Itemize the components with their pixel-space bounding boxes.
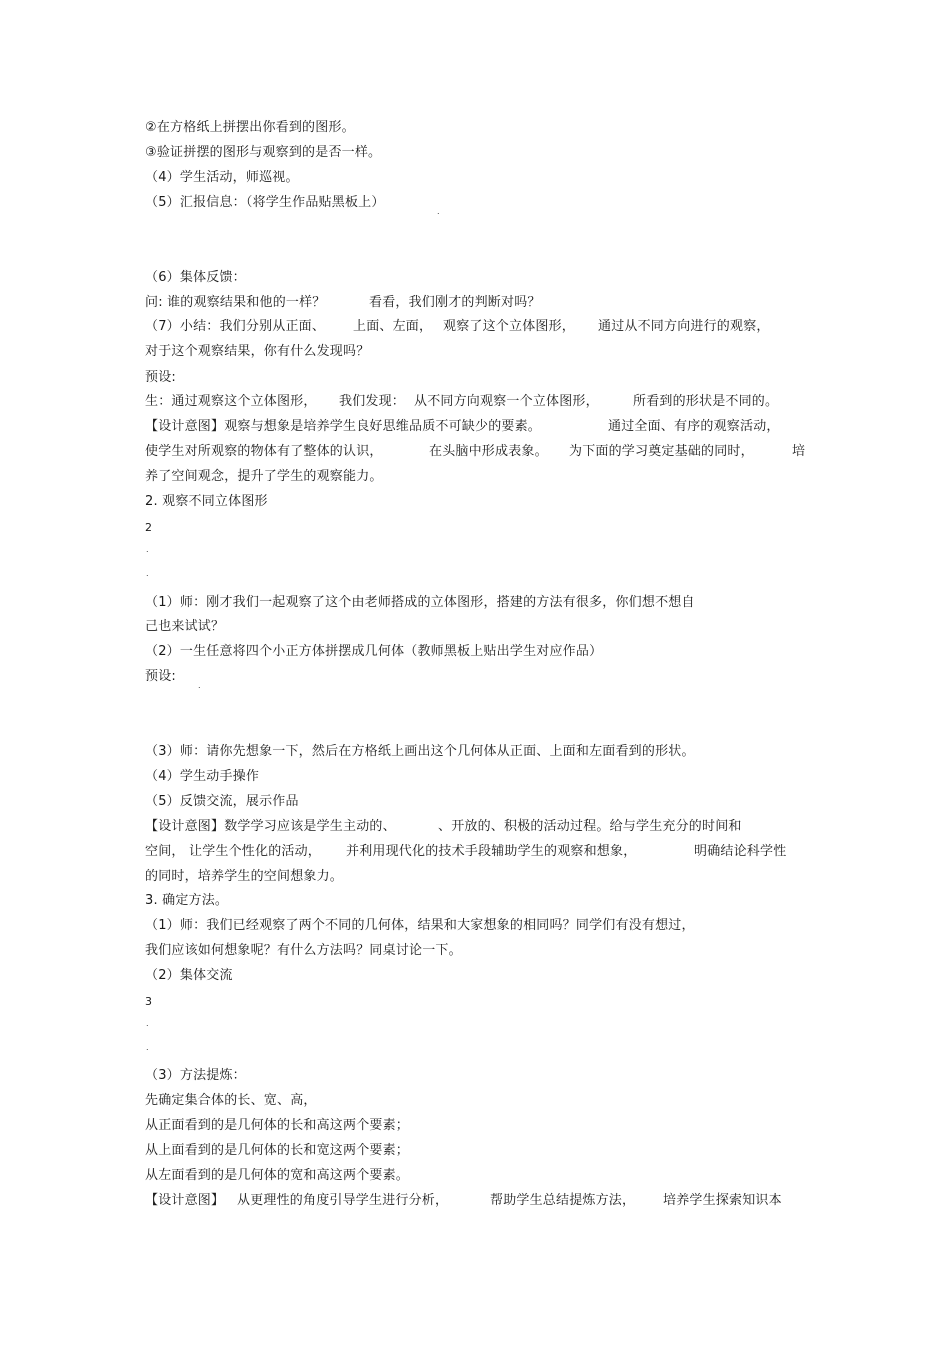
text-segment: 问: 谁的观察结果和他的一样？ xyxy=(145,295,326,310)
text-segment: 培养学生探索知识本 xyxy=(663,1193,782,1208)
section-heading: 3. 确定方法。 xyxy=(145,893,229,908)
text-segment: 通过从不同方向进行的观察， xyxy=(598,319,770,334)
text-segment: 观察了这个立体图形， xyxy=(443,319,576,334)
text-line: （6）集体反馈： xyxy=(145,270,246,285)
text-line: 预设: xyxy=(145,370,176,385)
stray-dot: . xyxy=(198,681,201,690)
text-segment: 使学生对所观察的物体有了整体的认识， xyxy=(145,444,383,459)
stray-dot: . xyxy=(146,545,149,554)
text-line: （1）师：刚才我们一起观察了这个由老师搭成的立体图形，搭建的方法有很多，你们想不想自 xyxy=(145,595,695,610)
stray-dot: . xyxy=(146,569,149,578)
text-line xyxy=(145,416,780,438)
text-segment: 我们发现： xyxy=(339,394,406,409)
text-line: （2）集体交流 xyxy=(145,968,233,983)
text-line: （3）方法提炼： xyxy=(145,1068,246,1083)
page-number: 2 xyxy=(145,521,153,534)
text-segment: 空间， xyxy=(145,844,185,859)
text-line: （5）汇报信息：（将学生作品贴黑板上） xyxy=(145,195,385,210)
text-segment: 上面、左面， xyxy=(353,319,433,334)
text-line: （5）反馈交流，展示作品 xyxy=(145,794,299,809)
text-line: 从正面看到的是几何体的长和高这两个要素； xyxy=(145,1118,410,1133)
text-line: （3）师：请你先想象一下，然后在方格纸上画出这个几何体从正面、上面和左面看到的形状。 xyxy=(145,744,695,759)
stray-dot: . xyxy=(146,1019,149,1028)
text-line: 从左面看到的是几何体的宽和高这两个要素。 xyxy=(145,1168,410,1183)
text-line xyxy=(145,816,742,838)
text-line: （4）学生活动，师巡视。 xyxy=(145,170,299,185)
text-line xyxy=(145,292,541,314)
text-line: 我们应该如何想象呢？有什么方法吗？同桌讨论一下。 xyxy=(145,943,462,958)
text-line: ②在方格纸上拼摆出你看到的图形。 xyxy=(145,120,355,135)
stray-dot: . xyxy=(437,207,440,216)
text-line: 的同时，培养学生的空间想象力。 xyxy=(145,869,344,884)
text-segment: 【设计意图】 xyxy=(145,1193,225,1208)
text-segment: （7）小结：我们分别从正面、 xyxy=(145,319,326,334)
text-segment: 【设计意图】数学学习应该是学生主动的、 xyxy=(145,819,396,834)
text-segment: 【设计意图】观察与想象是培养学生良好思维品质不可缺少的要素。 xyxy=(145,419,542,434)
stray-dot: . xyxy=(146,1043,149,1052)
text-line: 从上面看到的是几何体的长和宽这两个要素； xyxy=(145,1143,410,1158)
text-segment: 、开放的、积极的活动过程。给与学生充分的时间和 xyxy=(438,819,742,834)
text-line: ③验证拼摆的图形与观察到的是否一样。 xyxy=(145,145,382,160)
text-segment: 通过全面、有序的观察活动， xyxy=(608,419,780,434)
page-number: 3 xyxy=(145,995,153,1008)
text-line: 对于这个观察结果，你有什么发现吗？ xyxy=(145,344,370,359)
text-line: （1）师：我们已经观察了两个不同的几何体，结果和大家想象的相同吗？同学们有没有想过， xyxy=(145,918,695,933)
text-segment: 所看到的形状是不同的。 xyxy=(633,394,779,409)
text-segment: 培 xyxy=(792,444,806,459)
text-line: （4）学生动手操作 xyxy=(145,769,260,784)
text-line: 先确定集合体的长、宽、高， xyxy=(145,1093,317,1108)
text-segment: 从不同方向观察一个立体图形， xyxy=(414,394,599,409)
text-segment: 从更理性的角度引导学生进行分析， xyxy=(237,1193,449,1208)
text-segment: 生：通过观察这个立体图形， xyxy=(145,394,317,409)
text-segment: 帮助学生总结提炼方法， xyxy=(490,1193,636,1208)
text-segment: 看看，我们刚才的判断对吗？ xyxy=(369,295,541,310)
text-line xyxy=(145,1190,782,1212)
text-line xyxy=(145,316,770,338)
text-line xyxy=(145,441,806,463)
text-segment: 明确结论科学性 xyxy=(694,844,787,859)
section-heading: 2. 观察不同立体图形 xyxy=(145,494,268,509)
text-segment: 在头脑中形成表象。 xyxy=(429,444,548,459)
text-line: （2）一生任意将四个小正方体拼摆成几何体（教师黑板上贴出学生对应作品） xyxy=(145,644,603,659)
text-line: 养了空间观念，提升了学生的观察能力。 xyxy=(145,469,383,484)
text-line xyxy=(145,391,779,413)
text-segment: 让学生个性化的活动， xyxy=(189,844,322,859)
text-line xyxy=(145,841,787,863)
text-line: 预设: xyxy=(145,669,176,684)
text-segment: 并利用现代化的技术手段辅助学生的观察和想象， xyxy=(346,844,637,859)
text-line: 己也来试试？ xyxy=(145,619,225,634)
text-segment: 为下面的学习奠定基础的同时， xyxy=(569,444,754,459)
